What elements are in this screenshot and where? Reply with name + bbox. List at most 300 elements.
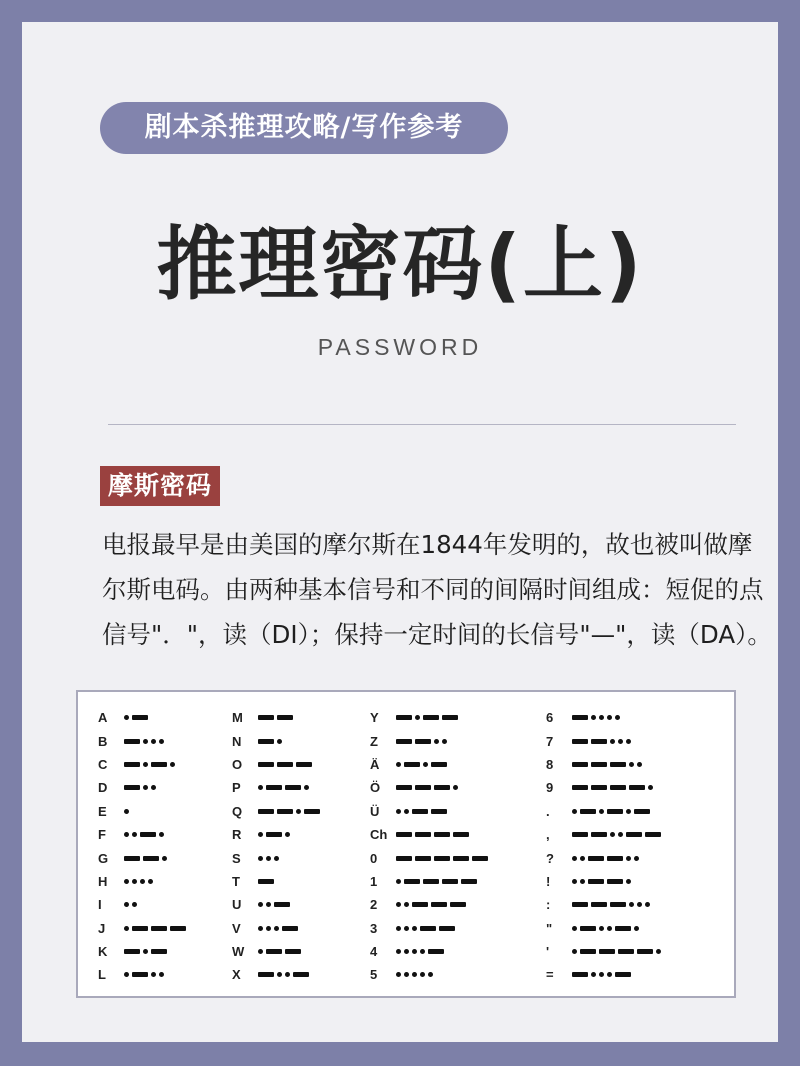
morse-dot xyxy=(607,715,612,720)
morse-dot xyxy=(420,972,425,977)
morse-character: A xyxy=(98,710,108,726)
morse-dash xyxy=(396,856,412,861)
morse-character: F xyxy=(98,827,106,843)
morse-row xyxy=(232,917,323,940)
morse-dot xyxy=(396,879,401,884)
morse-code xyxy=(124,785,159,790)
morse-dot xyxy=(151,785,156,790)
morse-dot xyxy=(151,739,156,744)
morse-dot xyxy=(599,926,604,931)
morse-row xyxy=(370,800,491,823)
morse-dot xyxy=(396,949,401,954)
morse-dot xyxy=(629,762,634,767)
morse-dot xyxy=(412,972,417,977)
morse-dash xyxy=(420,926,436,931)
morse-row xyxy=(232,706,323,729)
morse-character: Y xyxy=(370,710,379,726)
morse-character: I xyxy=(98,897,102,913)
morse-dot xyxy=(645,902,650,907)
morse-character: J xyxy=(98,920,106,936)
morse-code xyxy=(258,762,315,767)
morse-dot xyxy=(404,902,409,907)
morse-dot xyxy=(159,739,164,744)
morse-dash xyxy=(453,832,469,837)
morse-row xyxy=(232,776,323,799)
morse-dash xyxy=(143,856,159,861)
morse-dash xyxy=(258,739,274,744)
morse-character: 5 xyxy=(370,967,378,983)
morse-column xyxy=(232,706,323,987)
morse-dot xyxy=(626,856,631,861)
morse-dash xyxy=(434,832,450,837)
morse-dot xyxy=(124,809,129,814)
morse-dash xyxy=(296,762,312,767)
morse-dot xyxy=(140,879,145,884)
morse-dot xyxy=(580,856,585,861)
morse-code xyxy=(572,762,645,767)
morse-dot xyxy=(124,715,129,720)
morse-dash xyxy=(415,856,431,861)
morse-dot xyxy=(610,832,615,837)
morse-dot xyxy=(634,856,639,861)
morse-dash xyxy=(415,739,431,744)
morse-dot xyxy=(148,879,153,884)
morse-dot xyxy=(124,972,129,977)
morse-dot xyxy=(396,809,401,814)
morse-dash xyxy=(258,762,274,767)
morse-dot xyxy=(572,949,577,954)
morse-dash xyxy=(580,926,596,931)
morse-dot xyxy=(599,715,604,720)
morse-code xyxy=(572,972,634,977)
morse-dot xyxy=(607,972,612,977)
morse-dot xyxy=(634,926,639,931)
morse-dot xyxy=(572,879,577,884)
morse-dot xyxy=(396,926,401,931)
morse-row xyxy=(546,940,664,963)
morse-code xyxy=(124,902,140,907)
morse-character: R xyxy=(232,827,242,843)
morse-dot xyxy=(442,739,447,744)
morse-dot xyxy=(258,926,263,931)
morse-dot xyxy=(124,902,129,907)
morse-dash xyxy=(431,902,447,907)
morse-character: C xyxy=(98,756,108,772)
morse-dash xyxy=(588,856,604,861)
morse-dot xyxy=(607,926,612,931)
morse-dot xyxy=(599,972,604,977)
morse-dash xyxy=(637,949,653,954)
morse-dot xyxy=(412,949,417,954)
morse-code xyxy=(124,832,167,837)
morse-dot xyxy=(453,785,458,790)
morse-dash xyxy=(431,809,447,814)
morse-column xyxy=(546,706,664,987)
morse-row xyxy=(546,800,664,823)
morse-dash xyxy=(588,879,604,884)
morse-dot xyxy=(151,972,156,977)
morse-row xyxy=(98,846,189,869)
morse-dot xyxy=(143,739,148,744)
morse-dash xyxy=(396,785,412,790)
morse-row xyxy=(98,870,189,893)
morse-dash xyxy=(434,785,450,790)
morse-row xyxy=(546,706,664,729)
morse-dot xyxy=(591,972,596,977)
morse-row xyxy=(370,940,491,963)
morse-dot xyxy=(618,739,623,744)
morse-dash xyxy=(572,785,588,790)
morse-dash xyxy=(626,832,642,837)
morse-code xyxy=(258,715,296,720)
morse-code xyxy=(258,902,293,907)
morse-character: K xyxy=(98,944,108,960)
morse-code xyxy=(124,972,167,977)
morse-code xyxy=(396,809,450,814)
morse-row xyxy=(98,823,189,846)
morse-row xyxy=(370,823,491,846)
morse-row xyxy=(546,917,664,940)
morse-dash xyxy=(266,832,282,837)
morse-dash xyxy=(124,739,140,744)
morse-character: G xyxy=(98,850,109,866)
morse-row xyxy=(546,963,664,986)
morse-dash xyxy=(461,879,477,884)
morse-dot xyxy=(159,832,164,837)
morse-character: ! xyxy=(546,873,551,889)
morse-character: Q xyxy=(232,803,243,819)
morse-dot xyxy=(396,972,401,977)
morse-code xyxy=(396,926,458,931)
morse-dash xyxy=(415,785,431,790)
morse-code xyxy=(396,785,461,790)
morse-dot xyxy=(648,785,653,790)
morse-dash xyxy=(629,785,645,790)
morse-dash xyxy=(132,926,148,931)
morse-code xyxy=(124,926,189,931)
morse-code xyxy=(396,879,480,884)
morse-dash xyxy=(124,856,140,861)
morse-dash xyxy=(572,739,588,744)
morse-character: U xyxy=(232,897,242,913)
morse-character: D xyxy=(98,780,108,796)
morse-dot xyxy=(637,762,642,767)
morse-dash xyxy=(266,949,282,954)
morse-code xyxy=(572,949,664,954)
morse-dash xyxy=(434,856,450,861)
morse-row xyxy=(232,846,323,869)
morse-character: L xyxy=(98,967,106,983)
morse-dot xyxy=(434,739,439,744)
morse-dash xyxy=(572,902,588,907)
morse-code xyxy=(396,972,436,977)
morse-dash xyxy=(151,762,167,767)
morse-dash xyxy=(572,832,588,837)
morse-code xyxy=(572,856,642,861)
morse-row xyxy=(98,729,189,752)
morse-dot xyxy=(404,949,409,954)
morse-dash xyxy=(304,809,320,814)
section-paragraph: 电报最早是由美国的摩尔斯在1844年发明的，故也被叫做摩尔斯电码。由两种基本信号和不同的间隔时间组成：短促的点信号"．"，读（DI）；保持一定时间的长信号"—"，读（DA）。 xyxy=(102,530,772,649)
morse-column xyxy=(98,706,189,987)
morse-code xyxy=(258,972,312,977)
morse-code xyxy=(572,739,634,744)
morse-code xyxy=(396,856,491,861)
morse-code xyxy=(124,949,170,954)
morse-row xyxy=(370,846,491,869)
morse-dash xyxy=(607,856,623,861)
morse-row xyxy=(98,776,189,799)
morse-dash xyxy=(439,926,455,931)
morse-dash xyxy=(282,926,298,931)
morse-code xyxy=(396,739,450,744)
morse-dot xyxy=(572,856,577,861)
morse-dash xyxy=(258,879,274,884)
morse-dash xyxy=(442,715,458,720)
morse-dash xyxy=(266,785,282,790)
morse-row xyxy=(370,753,491,776)
morse-character: E xyxy=(98,803,107,819)
morse-dot xyxy=(618,832,623,837)
morse-dot xyxy=(412,926,417,931)
morse-dash xyxy=(599,949,615,954)
morse-dash xyxy=(615,926,631,931)
morse-code xyxy=(572,902,653,907)
morse-dot xyxy=(132,879,137,884)
morse-dash xyxy=(572,715,588,720)
morse-row xyxy=(98,800,189,823)
morse-dot xyxy=(591,715,596,720)
morse-character: 4 xyxy=(370,944,378,960)
morse-dot xyxy=(428,972,433,977)
morse-code xyxy=(572,832,664,837)
morse-dot xyxy=(626,739,631,744)
divider xyxy=(108,424,736,425)
morse-row xyxy=(546,753,664,776)
morse-row xyxy=(98,753,189,776)
morse-dash xyxy=(277,715,293,720)
morse-dot xyxy=(423,762,428,767)
morse-character: 6 xyxy=(546,710,554,726)
morse-dash xyxy=(423,879,439,884)
morse-dot xyxy=(143,949,148,954)
morse-row xyxy=(546,823,664,846)
morse-dot xyxy=(143,785,148,790)
morse-dot xyxy=(258,832,263,837)
section-tag: 摩斯密码 xyxy=(100,466,220,506)
morse-dot xyxy=(404,972,409,977)
morse-code-table xyxy=(76,690,736,998)
morse-code xyxy=(124,856,170,861)
morse-character: T xyxy=(232,873,240,889)
morse-dash xyxy=(453,856,469,861)
morse-character: 0 xyxy=(370,850,378,866)
morse-dot xyxy=(396,762,401,767)
morse-code xyxy=(124,809,132,814)
morse-row xyxy=(370,893,491,916)
category-label: 剧本杀推理攻略/写作参考 xyxy=(144,112,464,143)
morse-dash xyxy=(124,785,140,790)
morse-character: P xyxy=(232,780,241,796)
morse-dot xyxy=(132,832,137,837)
morse-code xyxy=(124,762,178,767)
morse-dash xyxy=(610,902,626,907)
morse-dot xyxy=(626,809,631,814)
morse-dash xyxy=(274,902,290,907)
morse-code xyxy=(396,762,450,767)
morse-dash xyxy=(591,785,607,790)
morse-row xyxy=(232,870,323,893)
morse-dot xyxy=(277,739,282,744)
morse-row xyxy=(370,870,491,893)
morse-character: Ch xyxy=(370,827,388,843)
morse-dash xyxy=(151,949,167,954)
morse-dash xyxy=(404,879,420,884)
morse-code xyxy=(258,785,312,790)
morse-dot xyxy=(420,949,425,954)
morse-code xyxy=(124,739,167,744)
morse-character: : xyxy=(546,897,551,913)
morse-row xyxy=(370,963,491,986)
morse-row xyxy=(546,870,664,893)
morse-row xyxy=(98,963,189,986)
morse-dot xyxy=(285,832,290,837)
morse-dot xyxy=(637,902,642,907)
morse-row xyxy=(98,893,189,916)
morse-character: S xyxy=(232,850,241,866)
morse-dash xyxy=(404,762,420,767)
morse-code xyxy=(572,785,656,790)
morse-row xyxy=(232,940,323,963)
morse-character: Ä xyxy=(370,756,380,772)
morse-dot xyxy=(599,809,604,814)
morse-dot xyxy=(274,926,279,931)
morse-dash xyxy=(285,785,301,790)
morse-code xyxy=(124,879,156,884)
morse-character: 2 xyxy=(370,897,378,913)
morse-dot xyxy=(656,949,661,954)
morse-dash xyxy=(618,949,634,954)
morse-dash xyxy=(258,809,274,814)
morse-dash xyxy=(258,972,274,977)
morse-dot xyxy=(258,856,263,861)
morse-dot xyxy=(404,809,409,814)
morse-character: W xyxy=(232,944,245,960)
morse-dash xyxy=(645,832,661,837)
morse-character: = xyxy=(546,967,554,983)
morse-character: X xyxy=(232,967,241,983)
morse-dot xyxy=(258,949,263,954)
morse-dot xyxy=(266,926,271,931)
morse-dot xyxy=(296,809,301,814)
morse-dot xyxy=(159,972,164,977)
morse-column xyxy=(370,706,491,987)
morse-code xyxy=(258,879,277,884)
morse-row xyxy=(232,800,323,823)
morse-character: . xyxy=(546,803,550,819)
morse-code xyxy=(258,832,293,837)
morse-row xyxy=(98,706,189,729)
morse-row xyxy=(546,846,664,869)
morse-row xyxy=(98,917,189,940)
morse-dot xyxy=(572,926,577,931)
morse-character: M xyxy=(232,710,243,726)
morse-dot xyxy=(124,879,129,884)
morse-dash xyxy=(396,832,412,837)
morse-dash xyxy=(396,715,412,720)
morse-dash xyxy=(610,762,626,767)
morse-character: 8 xyxy=(546,756,554,772)
morse-dot xyxy=(258,785,263,790)
morse-dot xyxy=(170,762,175,767)
morse-dash xyxy=(396,739,412,744)
morse-code xyxy=(572,879,634,884)
morse-dot xyxy=(258,902,263,907)
morse-dash xyxy=(285,949,301,954)
morse-code xyxy=(572,809,653,814)
morse-row xyxy=(370,776,491,799)
page-title: 推理密码(上) xyxy=(156,218,644,311)
morse-character: 1 xyxy=(370,873,378,889)
morse-dot xyxy=(124,926,129,931)
morse-dash xyxy=(140,832,156,837)
morse-dash xyxy=(412,809,428,814)
morse-character: ? xyxy=(546,850,554,866)
morse-row xyxy=(232,753,323,776)
morse-code xyxy=(258,926,301,931)
morse-dot xyxy=(285,972,290,977)
morse-code xyxy=(572,715,623,720)
morse-dash xyxy=(572,762,588,767)
morse-code xyxy=(258,809,323,814)
morse-dash xyxy=(607,809,623,814)
morse-dash xyxy=(132,715,148,720)
morse-character: " xyxy=(546,920,553,936)
morse-dot xyxy=(143,762,148,767)
morse-row xyxy=(232,893,323,916)
page-subtitle: PASSWORD xyxy=(317,334,483,360)
morse-character: H xyxy=(98,873,108,889)
morse-row xyxy=(546,776,664,799)
morse-dash xyxy=(572,972,588,977)
morse-dash xyxy=(277,809,293,814)
category-pill xyxy=(100,102,508,154)
morse-dash xyxy=(277,762,293,767)
morse-code xyxy=(396,949,447,954)
morse-row xyxy=(232,963,323,986)
morse-dash xyxy=(580,809,596,814)
morse-dot xyxy=(132,902,137,907)
morse-dash xyxy=(610,785,626,790)
morse-row xyxy=(546,729,664,752)
morse-dash xyxy=(431,762,447,767)
morse-dot xyxy=(629,902,634,907)
morse-character: Ü xyxy=(370,803,380,819)
morse-character: Z xyxy=(370,733,378,749)
morse-dot xyxy=(415,715,420,720)
morse-character: 7 xyxy=(546,733,554,749)
morse-dash xyxy=(423,715,439,720)
morse-dash xyxy=(591,902,607,907)
morse-character: ' xyxy=(546,944,550,960)
morse-dash xyxy=(442,879,458,884)
morse-dot xyxy=(266,856,271,861)
morse-code xyxy=(396,832,472,837)
morse-character: B xyxy=(98,733,108,749)
morse-dot xyxy=(396,902,401,907)
morse-character: N xyxy=(232,733,242,749)
morse-character: O xyxy=(232,756,243,772)
